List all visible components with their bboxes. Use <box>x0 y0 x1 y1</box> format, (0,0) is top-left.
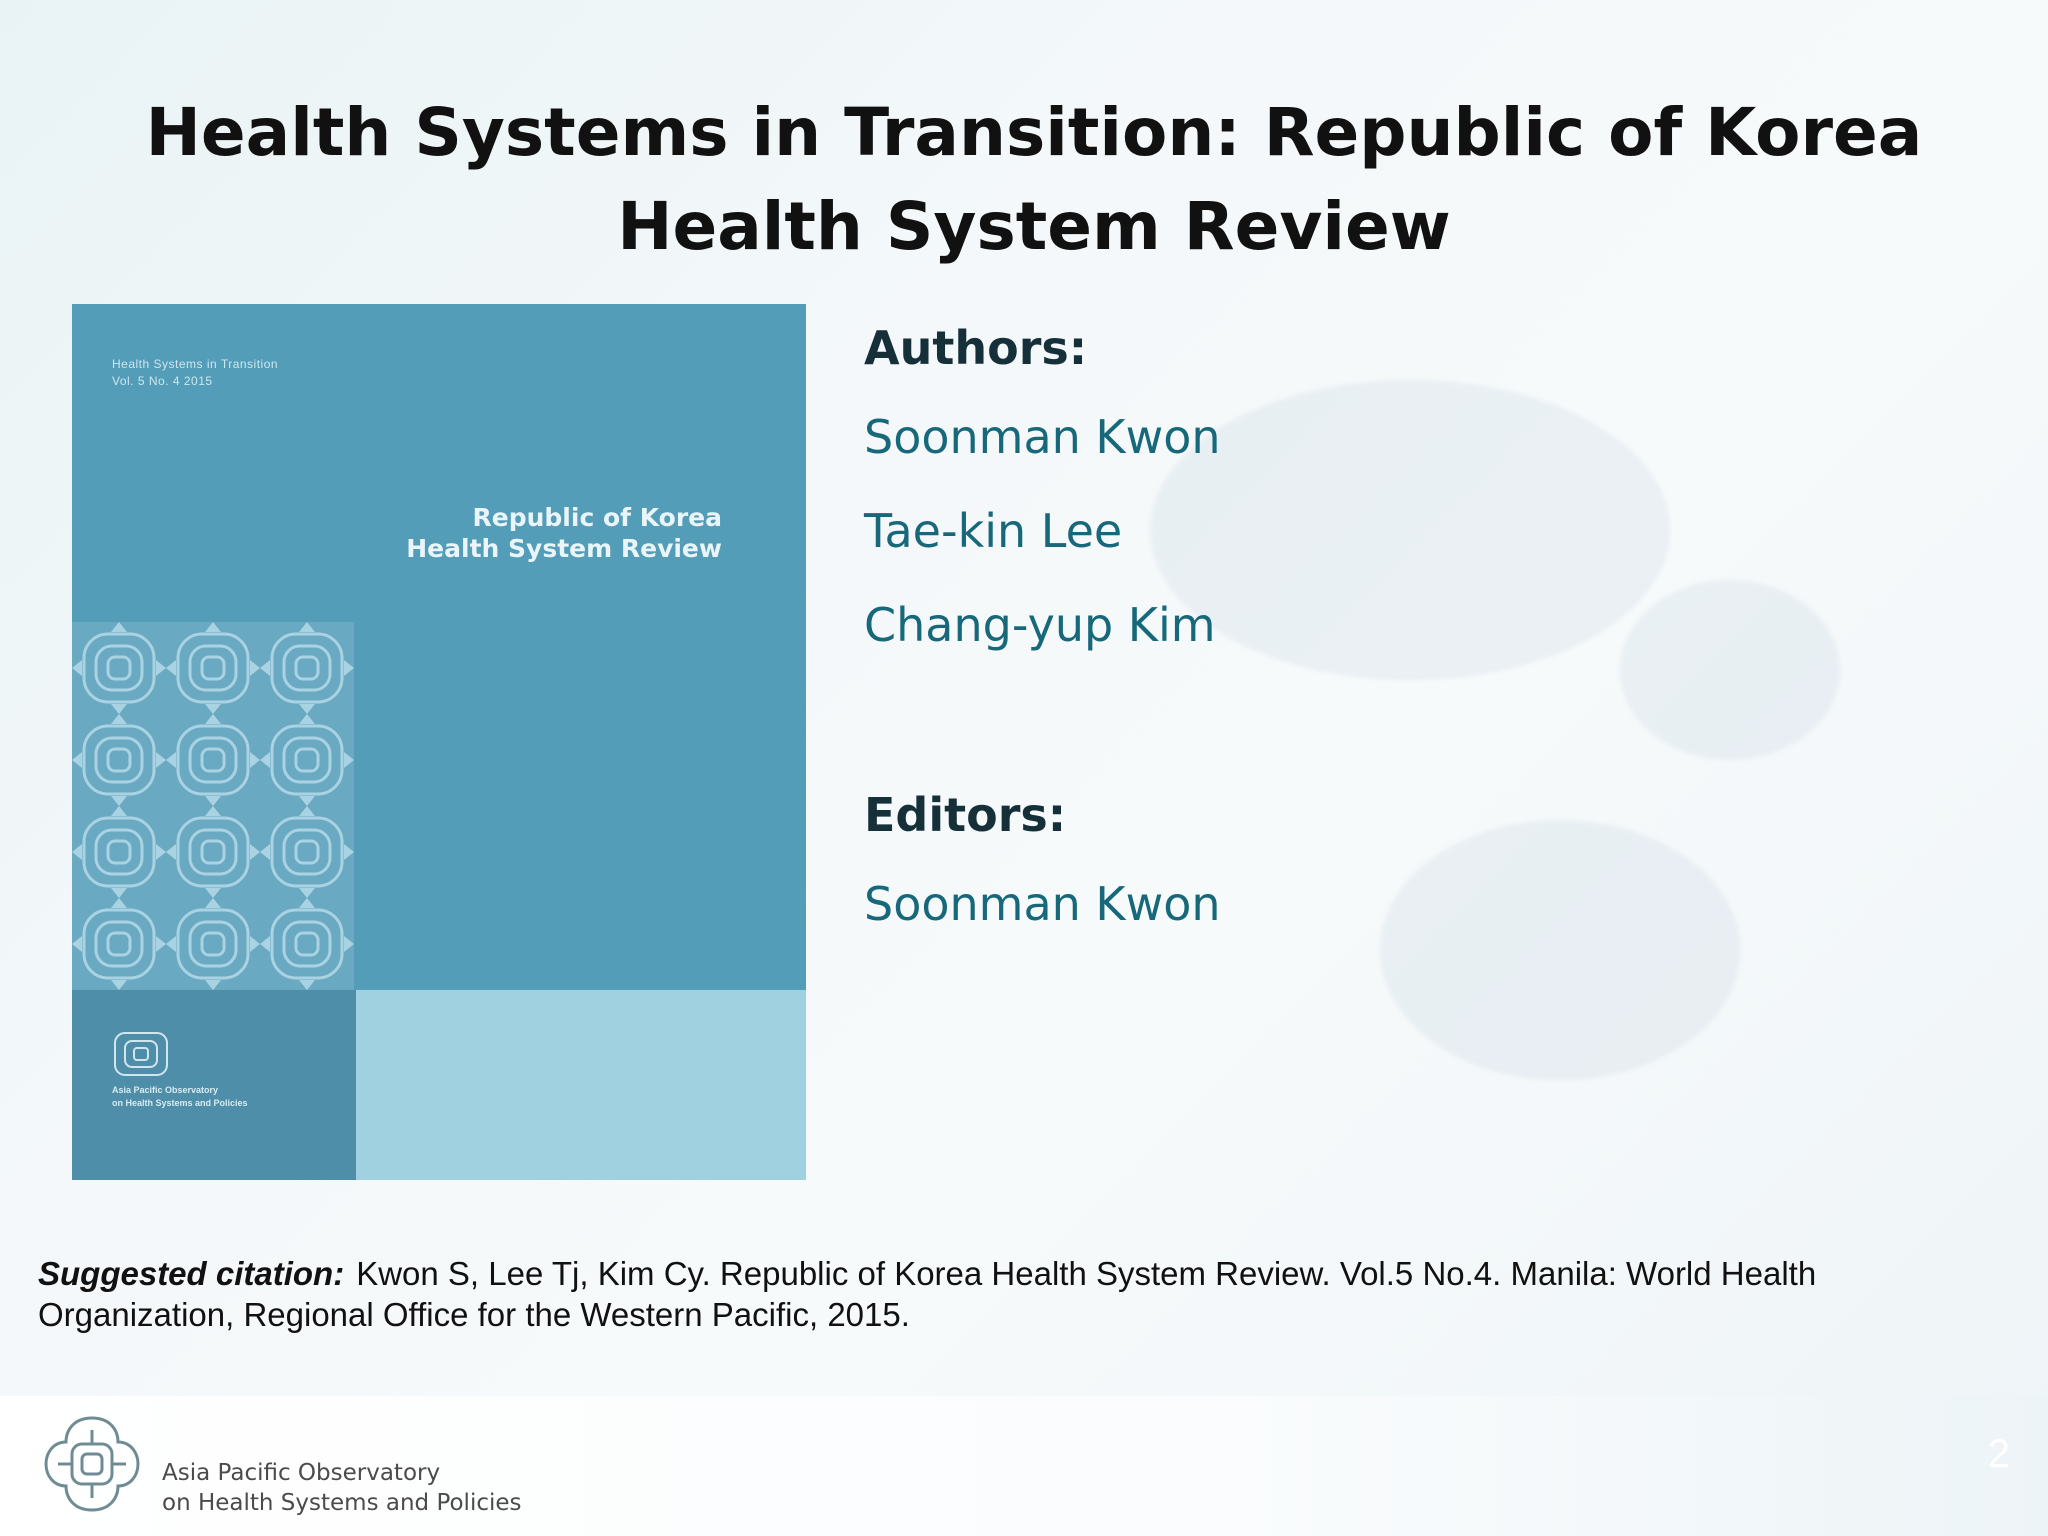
authors-list <box>864 405 1764 657</box>
cover-series-line: Health Systems in Transition <box>112 357 279 371</box>
cover-organization <box>112 1084 248 1110</box>
author-name: Chang-yup Kim <box>864 598 1216 652</box>
footer-org-line: on Health Systems and Policies <box>162 1490 522 1516</box>
cover-title-line: Health System Review <box>406 534 722 563</box>
author-name: Tae-kin Lee <box>864 504 1123 558</box>
book-cover <box>72 304 806 1180</box>
cover-bottom-right-block <box>356 990 806 1180</box>
footer-organization <box>162 1458 522 1518</box>
citation-text: Kwon S, Lee Tj, Kim Cy. Republic of Korea Health System Review. Vol.5 No.4. Manila: World Health Organization, Regional Office for the Western Pacific, 2015. <box>38 1255 1817 1333</box>
authors-section <box>864 316 1764 657</box>
cover-series <box>112 356 278 390</box>
slide-title-line: Health System Review <box>617 188 1451 265</box>
citation-label: Suggested citation: <box>38 1255 345 1292</box>
cover-title-line: Republic of Korea <box>472 503 722 532</box>
slide-title-line: Health Systems in Transition: Republic of Korea <box>145 94 1923 171</box>
cover-series-line: Vol. 5 No. 4 2015 <box>112 374 213 388</box>
suggested-citation <box>38 1253 1998 1335</box>
authors-heading: Authors: <box>864 321 1088 375</box>
cover-org-line: Asia Pacific Observatory <box>112 1085 219 1095</box>
cover-title <box>72 502 722 564</box>
cover-logo-icon <box>112 1030 170 1078</box>
page-number: 2 <box>1987 1432 2010 1476</box>
people-section <box>864 316 1764 936</box>
author-name: Soonman Kwon <box>864 410 1221 464</box>
slide-title <box>0 86 2048 274</box>
editor-name: Soonman Kwon <box>864 877 1221 931</box>
footer <box>0 1396 2048 1536</box>
editors-heading: Editors: <box>864 788 1067 842</box>
observatory-logo-icon <box>40 1412 144 1516</box>
footer-org-line: Asia Pacific Observatory <box>162 1460 441 1486</box>
cover-org-line: on Health Systems and Policies <box>112 1098 248 1108</box>
editors-section <box>864 783 1764 936</box>
